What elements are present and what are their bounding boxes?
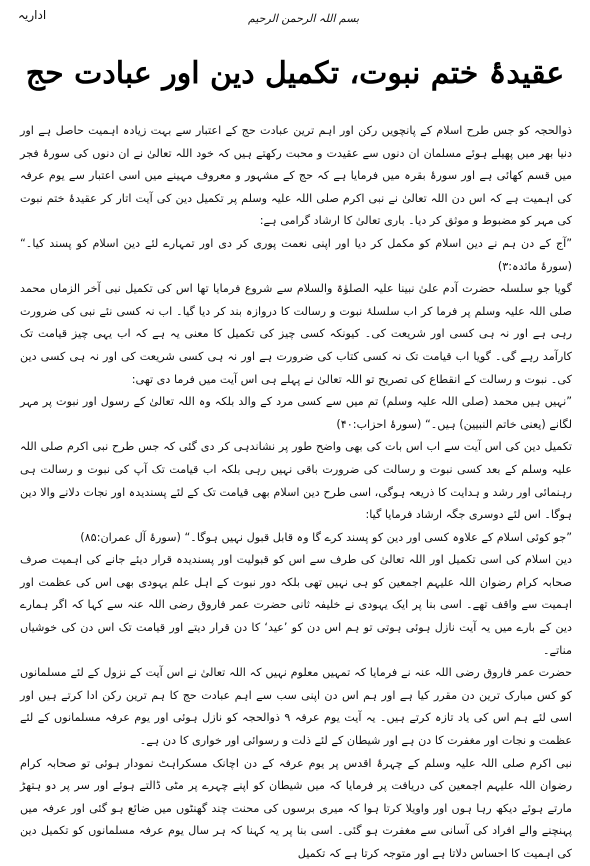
article-title: عقیدۂ ختم نبوت، تکمیل دین اور عبادت حج [25, 56, 565, 91]
article-body [20, 120, 572, 866]
basmala: بسم اللہ الرحمن الرحیم [248, 12, 360, 25]
paragraph-5: حضرت عمر فاروق رضی اللہ عنہ نے فرمایا کہ تمہیں معلوم نہیں کہ اللہ تعالیٰ نے اس آیت کے نزول کے لئے مسلمانوں کو کس مبارک ترین دن مقرر کیا ہے اور ہم اس دن اپنی سب سے اہم عبادت حج کا ہم ترین رکن ادا کرتے ہیں اور اسی لئے ہم اس کی یاد تازہ کرتے ہیں۔ یہ آیت یوم عرفہ ۹ ذوالحجہ کو نازل ہوئی اور یوم عرفہ مسلمانوں کے لئے عظمت و نجات اور مغفرت کا دن ہے اور شیطان کے لئے ذلت و رسوائی اور خواری کا دن ہے۔ [20, 666, 573, 748]
paragraph-3: تکمیل دین کی اس آیت سے اب اس بات کی بھی واضح طور پر نشاندہی کر دی گئی کہ جس طرح نبی اکرم صلی اللہ علیہ وسلم کے بعد کسی نبوت و رسالت کی ضرورت باقی نہیں رہی بلکہ اب قیامت تک آپ کی نبوت و رسالت ہی رہنمائی اور رشد و ہدایت کا ذریعہ ہوگی، اسی طرح دین اسلام بھی قیامت تک کے لئے پسندیدہ اور نجات دلانے والا دین ہوگا۔ اس لئے دوسری جگہ ارشاد فرمایا گیا: [20, 440, 572, 522]
quote-1: ”آج کے دن ہم نے دین اسلام کو مکمل کر دیا اور اپنی نعمت پوری کر دی اور تمہارے لئے دین اسلام کو پسند کیا۔“ (سورۂ مائدہ:۳) [20, 236, 572, 273]
paragraph-6: نبی اکرم صلی اللہ علیہ وسلم کے چہرۂ اقدس پر یوم عرفہ کے دن اچانک مسکراہٹ نمودار ہوئی تو صحابہ کرام رضوان اللہ علیہم اجمعین کی دریافت پر فرمایا کہ میں شیطان کو اپنے چہرے پر مٹی ڈالتے ہوئے اور سر پر دو ہتھڑ مارتے ہوئے دیکھ رہا ہوں اور واویلا کرتا ہوا کہ میری برسوں کی محنت چند گھنٹوں میں ضائع ہو گئی اور عرفہ میں پہنچنے والے افراد کی آسانی سے مغفرت ہو گئی۔ اسی بنا پر یہ کہنا کہ ہر سال یوم عرفہ مسلمانوں کو تکمیل دین کی اہمیت کا احساس دلاتا ہے اور متوجہ کرتا ہے کہ تکمیل [20, 756, 572, 860]
paragraph-1: ذوالحجہ کو جس طرح اسلام کے پانچویں رکن اور اہم ترین عبادت حج کے اعتبار سے بہت زیادہ اہمیت حاصل ہے اور دنیا بھر میں پھیلے ہوئے مسلمان ان دنوں سے عقیدت و محبت رکھتے ہیں کہ خود اللہ تعالیٰ نے ان دنوں کی سورۂ فجر میں قسم کھائی ہے اور سورۂ بقرہ میں فرمایا ہے کہ حج کے مشہور و معروف مہینے میں اسی اعتبار سے یوم عرفہ کی اہمیت ہے کہ اس دن اللہ تعالیٰ نے نبی اکرم صلی اللہ علیہ وسلم پر تکمیل دین کی آیت اتار کر عقیدۂ ختم نبوت کی مہر کو مضبوط و موثق کر دیا۔ باری تعالیٰ کا ارشاد گرامی ہے: [20, 124, 572, 228]
quote-3: ”جو کوئی اسلام کے علاوہ کسی اور دین کو پسند کرے گا وہ قابل قبول نہیں ہوگا۔“ (سورۂ آل عمران:۸۵) [80, 530, 572, 544]
paragraph-2: گویا جو سلسلہ حضرت آدم علیٰ نبینا علیہ الصلوٰۃ والسلام سے شروع فرمایا تھا اس کی تکمیل نبی آخر الزماں محمد صلی اللہ علیہ وسلم پر فرما کر اب سلسلۂ نبوت و رسالت کا دروازہ بند کر دیا گیا۔ اب نہ کسی نئے نبی کی ضرورت رہی ہے اور نہ ہی کسی اور شریعت کی۔ کیونکہ کسی چیز کی تکمیل کا معنی یہ ہے کہ اب یہی چیز قیامت تک کارآمد رہے گی۔ گویا اب قیامت تک نہ کسی کتاب کی ضرورت ہے اور نہ ہی کسی شریعت کی اور نہ ہی کسی دین کی۔ نبوت و رسالت کے انقطاع کی تصریح تو اللہ تعالیٰ نے پہلے ہی اس آیت میں فرما دی تھی: [20, 282, 572, 386]
quote-2: ”نہیں ہیں محمد (صلی اللہ علیہ وسلم) تم میں سے کسی مرد کے والد بلکہ وہ اللہ تعالیٰ کے رسول اور نبوت پر مہر لگانے (یعنی خاتم النبیین) ہیں۔“ (سورۂ احزاب:۴۰) [20, 395, 572, 431]
section-label: اداریہ [18, 8, 47, 22]
paragraph-4: دین اسلام کی اسی تکمیل اور اللہ تعالیٰ کی طرف سے اس کو قبولیت اور پسندیدہ قرار دیئے جانے کی اہمیت صرف صحابہ کرام رضوان اللہ علیہم اجمعین کو ہی نہیں تھی بلکہ دور نبوت کے اہل علم یہودی بھی اس کی عظمت اور اہمیت سے واقف تھے۔ اسی بنا پر ایک یہودی نے خلیفہ ثانی حضرت عمر فاروق رضی اللہ عنہ سے کہا کہ اگر ہمارے دین کے بارے میں یہ آیت نازل ہوئی ہوتی تو ہم اس دن کو ’عید‘ کا دن قرار دیتے اور قیامت تک اس دن کی خوشیاں مناتے۔ [20, 553, 572, 657]
